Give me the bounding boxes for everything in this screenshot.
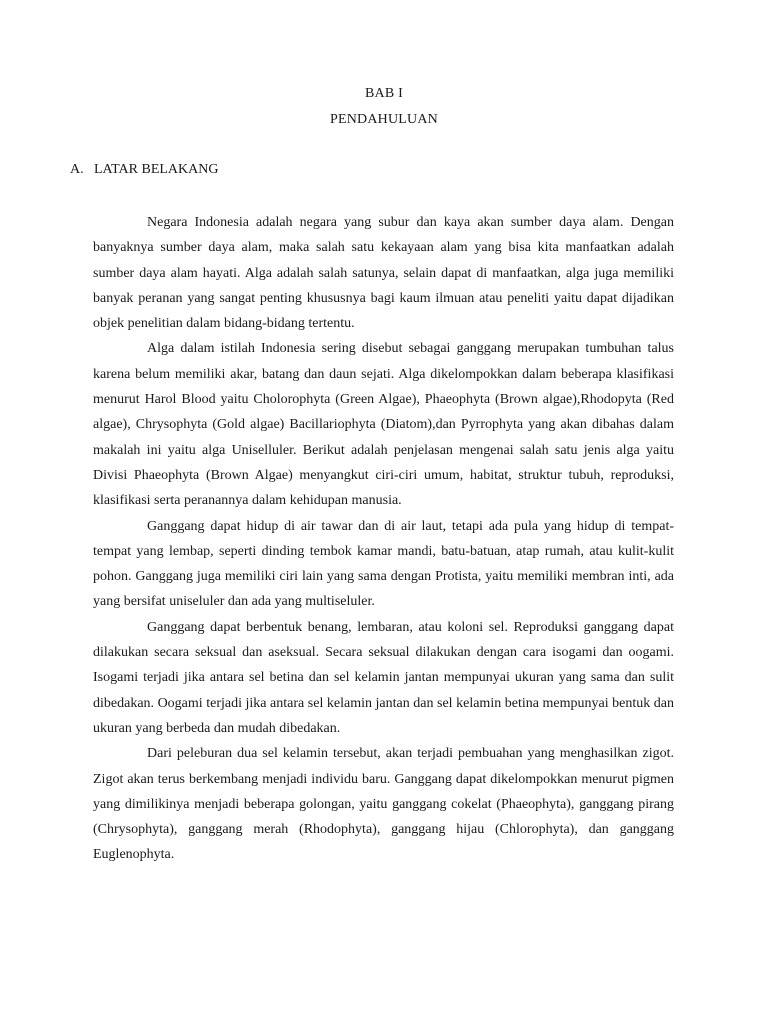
paragraph: Dari peleburan dua sel kelamin tersebut, akan terjadi pembuahan yang menghasilkan zigot. Zigot akan terus berkembang menjadi individu baru. Ganggang dapat dikelompokkan menurut pigmen yang dimilikinya menjadi beberapa golongan, yaitu ganggang cokelat (Phaeophyta), ganggang pirang (Chrysophyta), ganggang merah (Rhodophyta), ganggang hijau (Chlorophyta), dan ganggang Euglenophyta.: [93, 746, 674, 863]
body-text: [93, 210, 674, 868]
paragraph: Ganggang dapat hidup di air tawar dan di air laut, tetapi ada pula yang hidup di tempat-tempat yang lembap, seperti dinding tembok kamar mandi, batu-batuan, atap rumah, atau kulit-kulit pohon. Ganggang juga memiliki ciri lain yang sama dengan Protista, yaitu memiliki membran inti, ada yang bersifat uniseluler dan ada yang multiseluler.: [93, 518, 674, 610]
section-letter: A.: [70, 162, 84, 177]
section-heading: [70, 162, 218, 178]
paragraph: Alga dalam istilah Indonesia sering disebut sebagai ganggang merupakan tumbuhan talus karena belum memiliki akar, batang dan daun sejati. Alga dikelompokkan dalam beberapa klasifikasi menurut Harol Blood yaitu Cholorophyta (Green Algae), Phaeophyta (Brown algae),Rhodopyta (Red algae), Chrysophyta (Gold algae) Bacillariophyta (Diatom),dan Pyrrophyta yang akan dibahas dalam makalah ini yaitu alga Uniselluler. Berikut adalah penjelasan mengenai salah satu jenis alga yaitu Divisi Phaeophyta (Brown Algae) menyangkut ciri-ciri umum, habitat, struktur tubuh, reproduksi, klasifikasi serta peranannya dalam kehidupan manusia.: [93, 341, 674, 509]
paragraph: Ganggang dapat berbentuk benang, lembaran, atau koloni sel. Reproduksi ganggang dapat dilakukan secara seksual dan aseksual. Secara seksual dilakukan dengan cara isogami dan oogami. Isogami terjadi jika antara sel betina dan sel kelamin jantan mempunyai ukuran yang sama dan sulit dibedakan. Oogami terjadi jika antara sel kelamin jantan dan sel kelamin betina mempunyai bentuk dan ukuran yang berbeda dan mudah dibedakan.: [93, 619, 674, 736]
paragraph: Negara Indonesia adalah negara yang subur dan kaya akan sumber daya alam. Dengan banyaknya sumber daya alam, maka salah satu kekayaan alam yang bisa kita manfaatkan adalah sumber daya alam hayati. Alga adalah salah satunya, selain dapat di manfaatkan, alga juga memiliki banyak peranan yang sangat penting khususnya bagi kaum ilmuan atau peneliti yaitu dapat dijadikan objek penelitian dalam bidang-bidang tertentu.: [93, 215, 674, 332]
section-title: LATAR BELAKANG: [94, 162, 219, 177]
chapter-number: BAB I: [365, 86, 403, 101]
chapter-title: PENDAHULUAN: [330, 112, 438, 127]
